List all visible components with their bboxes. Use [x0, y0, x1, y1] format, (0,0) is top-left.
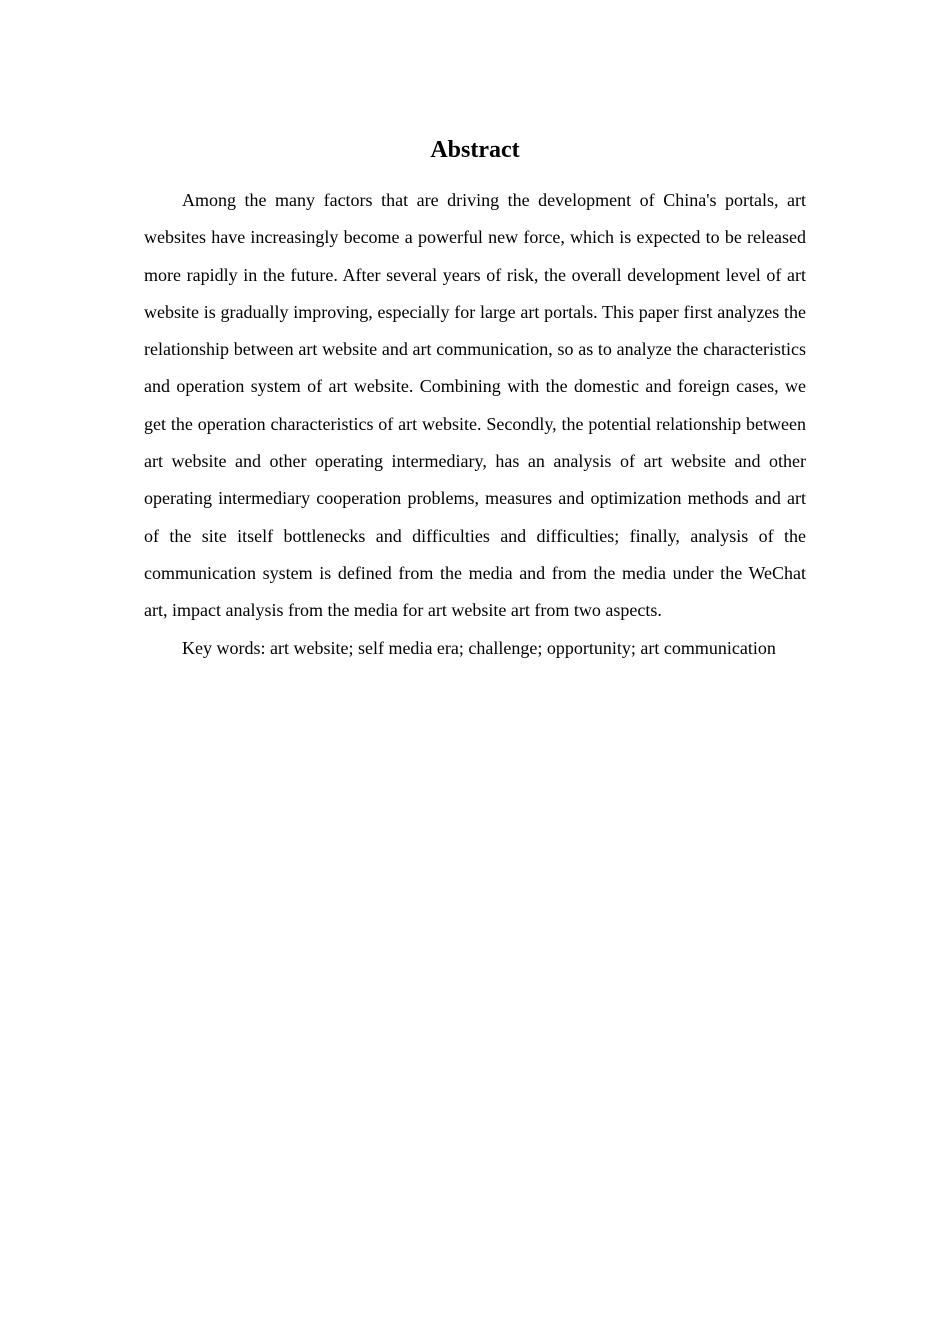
keywords-line: Key words: art website; self media era; challenge; opportunity; art communication	[182, 637, 776, 658]
abstract-title: Abstract	[430, 137, 520, 163]
abstract-body: Among the many factors that are driving the development of China's portals, art websites have increasingly become a powerful new force, which is expected to be released more rapidly in the future. After several years of risk, the overall development level of art website is gradually improving, especially for large art portals. This paper first analyzes the relationship between art website and art communication, so as to analyze the characteristics and operation system of art website. Combining with the domestic and foreign cases, we get the operation characteristics of art website. Secondly, the potential relationship between art website and other operating intermediary, has an analysis of art website and other operating intermediary cooperation problems, measures and optimization methods and art of the site itself bottlenecks and difficulties and difficulties; finally, analysis of the communication system is defined from the media and from the media under the WeChat art, impact analysis from the media for art website art from two aspects.	[144, 190, 806, 621]
abstract-section	[144, 132, 806, 667]
